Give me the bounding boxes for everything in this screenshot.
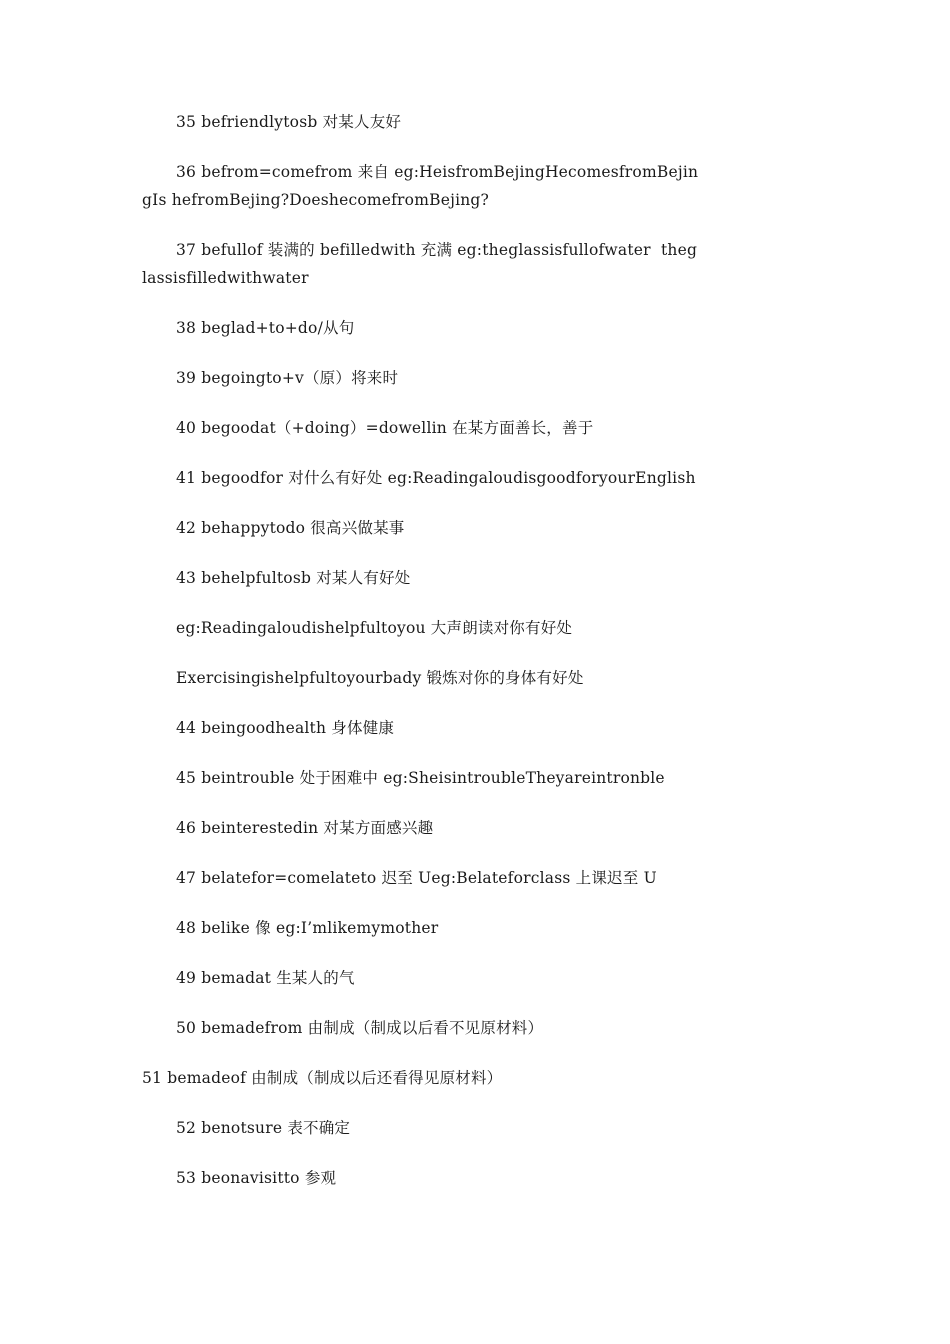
phrase-entry-47: 47 belatefor=comelateto 迟至 Ueg:Belateforclass 上课迟至 U bbox=[176, 869, 657, 887]
phrase-entry-46: 46 beinterestedin 对某方面感兴趣 bbox=[176, 819, 434, 837]
phrase-entry-52: 52 benotsure 表不确定 bbox=[176, 1119, 351, 1137]
phrase-entry-41: 41 begoodfor 对什么有好处 eg:ReadingaloudisgoodforyourEnglish bbox=[176, 469, 696, 487]
phrase-entry-39: 39 begoingto+v（原）将来时 bbox=[176, 369, 399, 387]
phrase-entry-45: 45 beintrouble 处于困难中 eg:SheisintroubleTheyareintronble bbox=[176, 769, 665, 787]
phrase-entry-37: 37 befullof 装满的 befilledwith 充满 eg:theglassisfullofwater theglassisfilledwithwater bbox=[142, 241, 698, 287]
document-body bbox=[142, 108, 702, 1214]
phrase-entry-44: 44 beingoodhealth 身体健康 bbox=[176, 719, 395, 737]
phrase-entry-51: 51 bemadeof 由制成（制成以后还看得见原材料） bbox=[142, 1069, 503, 1087]
phrase-entry-43: 43 behelpfultosb 对某人有好处 bbox=[176, 569, 411, 587]
phrase-entry-49: 49 bemadat 生某人的气 bbox=[176, 969, 355, 987]
phrase-entry-48: 48 belike 像 eg:I’mlikemymother bbox=[176, 919, 439, 937]
phrase-entry-35: 35 befriendlytosb 对某人友好 bbox=[176, 113, 402, 131]
phrase-entry-53: 53 beonavisitto 参观 bbox=[176, 1169, 337, 1187]
phrase-entry-40: 40 begoodat（+doing）=dowellin 在某方面善长，善于 bbox=[176, 419, 594, 437]
phrase-entry-36: 36 befrom=comefrom 来自 eg:HeisfromBejingHecomesfromBejingIs hefromBejing?DoeshecomefromBejing? bbox=[142, 163, 699, 209]
example-sentence: eg:Readingaloudishelpfultoyou 大声朗读对你有好处 bbox=[176, 619, 573, 637]
phrase-entry-42: 42 behappytodo 很高兴做某事 bbox=[176, 519, 405, 537]
phrase-entry-38: 38 beglad+to+do/从句 bbox=[176, 319, 355, 337]
phrase-entry-50: 50 bemadefrom 由制成（制成以后看不见原材料） bbox=[176, 1019, 544, 1037]
example-sentence: Exercisingishelpfultoyourbady 锻炼对你的身体有好处 bbox=[176, 669, 584, 687]
